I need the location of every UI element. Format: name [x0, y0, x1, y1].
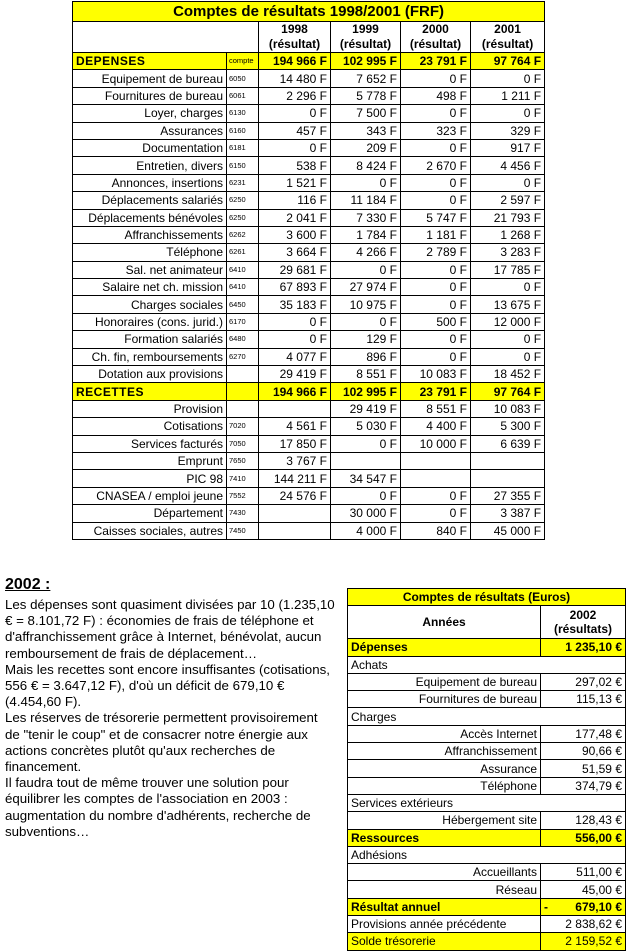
row-label: Sal. net animateur — [73, 261, 227, 278]
table-row — [73, 157, 545, 174]
account-code: 7430 — [227, 505, 259, 522]
row-label: Téléphone — [348, 777, 541, 794]
amount-cell: 2 789 F — [401, 244, 471, 261]
table-row — [73, 470, 545, 487]
ressources-value: 556,00 € — [541, 829, 626, 846]
amount-cell: 4 561 F — [259, 418, 331, 435]
row-label: Hébergement site — [348, 812, 541, 829]
amount-cell: 11 184 F — [331, 192, 401, 209]
row-label: Emprunt — [73, 452, 227, 469]
amount-cell: 34 547 F — [331, 470, 401, 487]
account-code: 6160 — [227, 122, 259, 139]
amount-cell: 0 F — [401, 192, 471, 209]
amount-cell — [259, 505, 331, 522]
row-label: Cotisations — [73, 418, 227, 435]
account-code: 6450 — [227, 296, 259, 313]
row-value: 128,43 € — [541, 812, 626, 829]
account-code: 6410 — [227, 279, 259, 296]
table-row — [73, 87, 545, 104]
account-code: 7552 — [227, 487, 259, 504]
amount-cell: 102 995 F — [331, 53, 401, 70]
amount-cell: 896 F — [331, 348, 401, 365]
table-row — [73, 174, 545, 191]
amount-cell: 0 F — [471, 174, 545, 191]
amount-cell: 0 F — [471, 331, 545, 348]
row-value: 45,00 € — [541, 881, 626, 898]
table-row — [73, 505, 545, 522]
amount-cell: 4 400 F — [401, 418, 471, 435]
amount-cell: 5 030 F — [331, 418, 401, 435]
resultat-sign: - — [544, 899, 548, 914]
amount-cell: 3 600 F — [259, 226, 331, 243]
amount-cell: 0 F — [401, 70, 471, 87]
table-row — [73, 122, 545, 139]
row-value: 90,66 € — [541, 743, 626, 760]
row-value: 115,13 € — [541, 691, 626, 708]
row-label: CNASEA / emploi jeune — [73, 487, 227, 504]
amount-cell — [331, 452, 401, 469]
solde-label: Solde trésorerie — [348, 933, 541, 950]
amount-cell: 0 F — [331, 261, 401, 278]
amount-cell: 500 F — [401, 313, 471, 330]
row-label: Services facturés — [73, 435, 227, 452]
amount-cell: 7 652 F — [331, 70, 401, 87]
row-label: PIC 98 — [73, 470, 227, 487]
table-row — [73, 400, 545, 417]
amount-cell: 30 000 F — [331, 505, 401, 522]
table1-header-blank — [73, 22, 259, 53]
amount-cell: 0 F — [471, 348, 545, 365]
row-label: Affranchissements — [73, 226, 227, 243]
row-label: Ch. fin, remboursements — [73, 348, 227, 365]
table-row — [73, 366, 545, 383]
amount-cell: 23 791 F — [401, 383, 471, 400]
account-code: 6150 — [227, 157, 259, 174]
table-row — [73, 435, 545, 452]
amount-cell: 10 083 F — [401, 366, 471, 383]
table-row — [73, 70, 545, 87]
amount-cell: 27 355 F — [471, 487, 545, 504]
account-code — [227, 383, 259, 400]
amount-cell: 13 675 F — [471, 296, 545, 313]
year-header: 1998 (résultat) — [259, 22, 331, 53]
table-row — [73, 487, 545, 504]
achats-label: Achats — [348, 656, 626, 673]
amount-cell: 0 F — [259, 105, 331, 122]
table-row — [73, 226, 545, 243]
table1-title: Comptes de résultats 1998/2001 (FRF) — [73, 2, 545, 22]
row-label: Equipement de bureau — [73, 70, 227, 87]
adhesions-label: Adhésions — [348, 846, 626, 863]
amount-cell: 0 F — [401, 505, 471, 522]
amount-cell — [471, 452, 545, 469]
account-code: 7450 — [227, 522, 259, 539]
table-row — [73, 348, 545, 365]
row-label: Equipement de bureau — [348, 673, 541, 690]
amount-cell: 0 F — [331, 435, 401, 452]
depenses-total-row — [73, 53, 545, 70]
amount-cell: 116 F — [259, 192, 331, 209]
solde-value: 2 159,52 € — [541, 933, 626, 950]
amount-cell: 209 F — [331, 139, 401, 156]
amount-cell: 29 681 F — [259, 261, 331, 278]
provisions-label: Provisions année précédente — [348, 916, 541, 933]
account-code: 6250 — [227, 192, 259, 209]
annees-header: Années — [348, 606, 541, 639]
amount-cell: 18 452 F — [471, 366, 545, 383]
amount-cell: 12 000 F — [471, 313, 545, 330]
account-code: 7650 — [227, 452, 259, 469]
row-value: 374,79 € — [541, 777, 626, 794]
amount-cell: 29 419 F — [331, 400, 401, 417]
amount-cell: 2 296 F — [259, 87, 331, 104]
row-label: Dotation aux provisions — [73, 366, 227, 383]
table-row — [73, 105, 545, 122]
amount-cell: 10 975 F — [331, 296, 401, 313]
amount-cell: 21 793 F — [471, 209, 545, 226]
table-row — [73, 139, 545, 156]
amount-cell: 1 268 F — [471, 226, 545, 243]
amount-cell: 3 283 F — [471, 244, 545, 261]
amount-cell: 0 F — [401, 348, 471, 365]
amount-cell: 8 551 F — [331, 366, 401, 383]
account-code: 6061 — [227, 87, 259, 104]
account-code: 6270 — [227, 348, 259, 365]
amount-cell: 14 480 F — [259, 70, 331, 87]
account-code: 7410 — [227, 470, 259, 487]
depenses-value: 1 235,10 € — [541, 639, 626, 656]
row-label: Entretien, divers — [73, 157, 227, 174]
amount-cell: 23 791 F — [401, 53, 471, 70]
row-label: Accueillants — [348, 864, 541, 881]
amount-cell: 0 F — [401, 331, 471, 348]
table2-title: Comptes de résultats (Euros) — [348, 589, 626, 606]
row-label: DEPENSES — [73, 53, 227, 70]
table-row — [73, 244, 545, 261]
amount-cell: 6 639 F — [471, 435, 545, 452]
amount-cell: 3 664 F — [259, 244, 331, 261]
account-code: 6480 — [227, 331, 259, 348]
amount-cell — [471, 470, 545, 487]
amount-cell: 45 000 F — [471, 522, 545, 539]
amount-cell: 27 974 F — [331, 279, 401, 296]
year-header: 1999 (résultat) — [331, 22, 401, 53]
amount-cell: 1 181 F — [401, 226, 471, 243]
amount-cell: 0 F — [471, 105, 545, 122]
charges-label: Charges — [348, 708, 626, 725]
row-label: Provision — [73, 400, 227, 417]
row-label: Formation salariés — [73, 331, 227, 348]
amount-cell: 343 F — [331, 122, 401, 139]
amount-cell: 917 F — [471, 139, 545, 156]
account-code: 6130 — [227, 105, 259, 122]
table-row — [73, 296, 545, 313]
paragraph: Mais les recettes sont encore insuffisantes (cotisations, 556 € = 3.647,12 F), d'où un déficit de 679,10 € (4.454,60 F). — [5, 661, 330, 710]
amount-cell: 0 F — [401, 487, 471, 504]
row-label: Assurance — [348, 760, 541, 777]
amount-cell: 3 767 F — [259, 452, 331, 469]
account-code: 6231 — [227, 174, 259, 191]
account-code — [227, 366, 259, 383]
amount-cell: 17 850 F — [259, 435, 331, 452]
account-code: 6261 — [227, 244, 259, 261]
amount-cell: 7 500 F — [331, 105, 401, 122]
amount-cell: 2 041 F — [259, 209, 331, 226]
amount-cell: 0 F — [401, 279, 471, 296]
amount-cell — [401, 470, 471, 487]
account-code: 6410 — [227, 261, 259, 278]
results-table-1998-2001 — [72, 1, 545, 540]
amount-cell: 194 966 F — [259, 383, 331, 400]
row-value: 297,02 € — [541, 673, 626, 690]
amount-cell: 329 F — [471, 122, 545, 139]
table-row — [73, 331, 545, 348]
row-label: Réseau — [348, 881, 541, 898]
amount-cell — [259, 400, 331, 417]
amount-cell: 102 995 F — [331, 383, 401, 400]
amount-cell: 0 F — [401, 174, 471, 191]
amount-cell: 5 747 F — [401, 209, 471, 226]
table-row — [73, 192, 545, 209]
ressources-label: Ressources — [348, 829, 541, 846]
row-value: 511,00 € — [541, 864, 626, 881]
amount-cell: 0 F — [331, 174, 401, 191]
row-label: RECETTES — [73, 383, 227, 400]
table-row — [73, 452, 545, 469]
amount-cell: 0 F — [401, 296, 471, 313]
amount-cell: 8 551 F — [401, 400, 471, 417]
table-row — [73, 313, 545, 330]
recettes-total-row — [73, 383, 545, 400]
account-code: 6250 — [227, 209, 259, 226]
amount-cell: 10 083 F — [471, 400, 545, 417]
amount-cell: 129 F — [331, 331, 401, 348]
amount-cell: 323 F — [401, 122, 471, 139]
amount-cell: 457 F — [259, 122, 331, 139]
table-row — [73, 209, 545, 226]
account-code — [227, 400, 259, 417]
row-label: Documentation — [73, 139, 227, 156]
amount-cell: 4 077 F — [259, 348, 331, 365]
row-label: Loyer, charges — [73, 105, 227, 122]
row-value: 51,59 € — [541, 760, 626, 777]
amount-cell: 5 778 F — [331, 87, 401, 104]
amount-cell: 8 424 F — [331, 157, 401, 174]
amount-cell: 538 F — [259, 157, 331, 174]
amount-cell: 0 F — [471, 279, 545, 296]
table-row — [73, 522, 545, 539]
table-row — [73, 279, 545, 296]
resultat-label: Résultat annuel — [348, 898, 541, 915]
results-table-2002-euros — [347, 588, 626, 951]
amount-cell: 67 893 F — [259, 279, 331, 296]
amount-cell: 2 670 F — [401, 157, 471, 174]
amount-cell: 0 F — [259, 139, 331, 156]
section-2002-text — [5, 597, 335, 840]
row-label: Annonces, insertions — [73, 174, 227, 191]
year-header: 2000 (résultat) — [401, 22, 471, 53]
amount-cell: 97 764 F — [471, 53, 545, 70]
row-label: Téléphone — [73, 244, 227, 261]
row-label: Département — [73, 505, 227, 522]
services-label: Services extérieurs — [348, 794, 626, 811]
amount-cell: 97 764 F — [471, 383, 545, 400]
account-code: 6050 — [227, 70, 259, 87]
account-code: compte — [227, 53, 259, 70]
amount-cell: 0 F — [471, 70, 545, 87]
section-2002-title: 2002 : — [5, 576, 51, 593]
row-label: Fournitures de bureau — [73, 87, 227, 104]
amount-cell: 0 F — [259, 313, 331, 330]
amount-cell: 17 785 F — [471, 261, 545, 278]
amount-cell: 24 576 F — [259, 487, 331, 504]
amount-cell: 840 F — [401, 522, 471, 539]
row-label: Déplacements bénévoles — [73, 209, 227, 226]
amount-cell: 1 784 F — [331, 226, 401, 243]
amount-cell: 144 211 F — [259, 470, 331, 487]
amount-cell: 29 419 F — [259, 366, 331, 383]
paragraph: Les dépenses sont quasiment divisées par 10 (1.235,10 € = 8.101,72 F) : économies de frais de téléphone et d'affranchissement grâce à Internet, bénévolat, aucun remboursement de frais de déplacement… — [5, 597, 335, 661]
account-code: 7050 — [227, 435, 259, 452]
row-label: Déplacements salariés — [73, 192, 227, 209]
provisions-value: 2 838,62 € — [541, 916, 626, 933]
row-label: Assurances — [73, 122, 227, 139]
amount-cell: 0 F — [259, 331, 331, 348]
amount-cell: 194 966 F — [259, 53, 331, 70]
account-code: 7020 — [227, 418, 259, 435]
amount-cell: 5 300 F — [471, 418, 545, 435]
row-label: Accès Internet — [348, 725, 541, 742]
table-row — [73, 261, 545, 278]
row-value: 177,48 € — [541, 725, 626, 742]
row-label: Fournitures de bureau — [348, 691, 541, 708]
row-label: Affranchissement — [348, 743, 541, 760]
amount-cell: 3 387 F — [471, 505, 545, 522]
amount-cell — [401, 452, 471, 469]
amount-cell: 0 F — [331, 487, 401, 504]
amount-cell: 0 F — [401, 105, 471, 122]
amount-cell: 1 211 F — [471, 87, 545, 104]
amount-cell: 4 000 F — [331, 522, 401, 539]
depenses-label: Dépenses — [348, 639, 541, 656]
row-label: Salaire net ch. mission — [73, 279, 227, 296]
amount-cell: 2 597 F — [471, 192, 545, 209]
resultat-value: - 679,10 € — [541, 898, 626, 915]
paragraph: Il faudra tout de même trouver une solution pour équilibrer les comptes de l'association en 2003 : augmentation du nombre d'adhérents, recherche de subventions… — [5, 775, 311, 839]
amount-cell: 4 266 F — [331, 244, 401, 261]
row-label: Honoraires (cons. jurid.) — [73, 313, 227, 330]
amount-cell — [259, 522, 331, 539]
amount-cell: 7 330 F — [331, 209, 401, 226]
amount-cell: 498 F — [401, 87, 471, 104]
year-header: 2001 (résultat) — [471, 22, 545, 53]
amount-cell: 4 456 F — [471, 157, 545, 174]
account-code: 6181 — [227, 139, 259, 156]
amount-cell: 0 F — [401, 139, 471, 156]
table-row — [73, 418, 545, 435]
account-code: 6262 — [227, 226, 259, 243]
row-label: Caisses sociales, autres — [73, 522, 227, 539]
year-header: 2002 (résultats) — [541, 606, 626, 639]
amount-cell: 35 183 F — [259, 296, 331, 313]
amount-cell: 0 F — [401, 261, 471, 278]
row-label: Charges sociales — [73, 296, 227, 313]
amount-cell: 1 521 F — [259, 174, 331, 191]
amount-cell: 10 000 F — [401, 435, 471, 452]
amount-cell: 0 F — [331, 313, 401, 330]
account-code: 6170 — [227, 313, 259, 330]
paragraph: Les réserves de trésorerie permettent provisoirement de "tenir le coup" et de consacrer notre énergie aux actions concrètes plutôt qu'aux recherches de financement. — [5, 710, 318, 775]
